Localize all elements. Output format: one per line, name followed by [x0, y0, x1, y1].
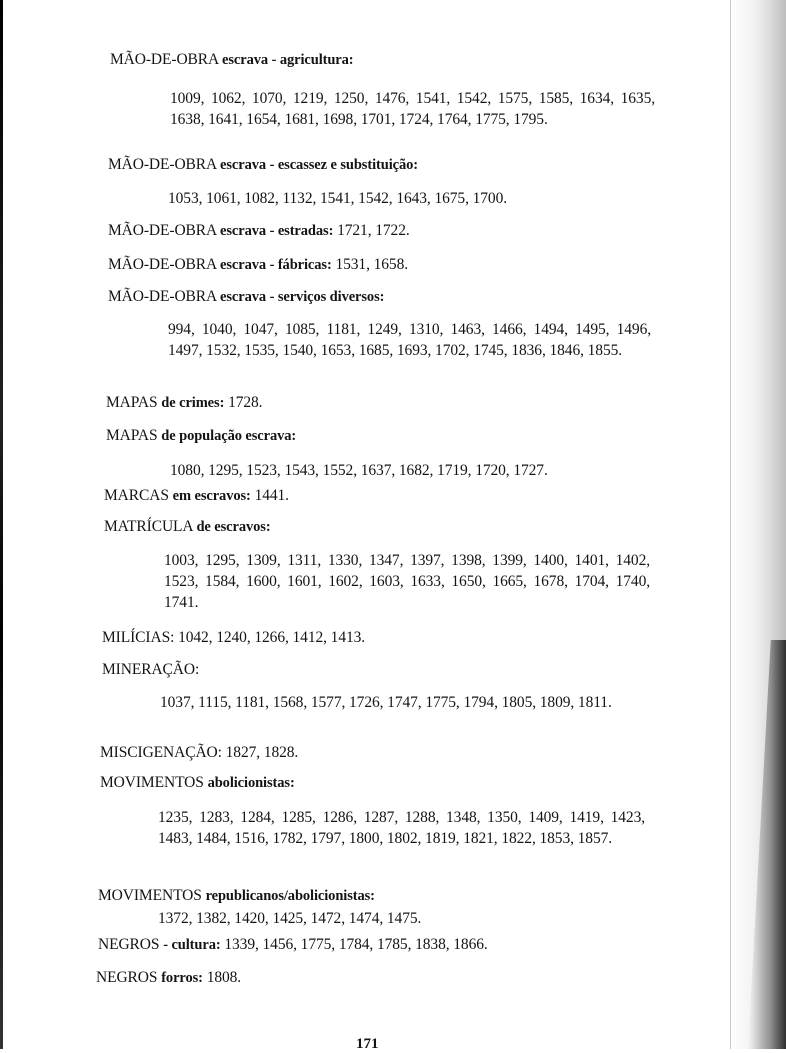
entry-heading: [98, 934, 488, 956]
entry-key: MÃO-DE-OBRA: [108, 256, 217, 273]
scan-left-edge: [0, 0, 3, 1049]
entry-heading: [108, 220, 410, 242]
entry-references: 1037, 1115, 1181, 1568, 1577, 1726, 1747, 1775, 1794, 1805, 1809, 1811.: [160, 694, 612, 711]
page-number: 171: [356, 1036, 379, 1052]
entry-heading: [108, 254, 408, 276]
entry-key: MISCIGENAÇÃO:: [100, 744, 222, 761]
entry-references: 1827, 1828.: [225, 744, 299, 761]
entry-heading: [100, 772, 645, 794]
entry-key: MÃO-DE-OBRA: [110, 51, 219, 68]
entry-label: republicanos/abolicionistas:: [205, 888, 375, 904]
entry-references: 1080, 1295, 1523, 1543, 1552, 1637, 1682, 1719, 1720, 1727.: [170, 462, 548, 479]
index-entry: [108, 154, 653, 209]
entry-label: de população escrava:: [161, 428, 297, 444]
entry-key: MOVIMENTOS: [98, 887, 202, 904]
entry-references: 1372, 1382, 1420, 1425, 1472, 1474, 1475.: [158, 910, 422, 927]
entry-heading: [102, 627, 365, 648]
entry-heading: [102, 659, 648, 680]
entry-key: NEGROS: [98, 936, 160, 953]
entry-references: 1339, 1456, 1775, 1784, 1785, 1838, 1866.: [224, 936, 488, 953]
index-entry: [98, 934, 488, 956]
index-entry: [102, 659, 648, 713]
index-entry: [104, 485, 289, 507]
entry-references: 1808.: [206, 969, 242, 986]
index-entry: [106, 425, 651, 481]
entry-heading: [108, 286, 651, 308]
entry-label: escrava - escassez e substituição:: [220, 157, 418, 173]
gutter-line: [730, 0, 731, 1049]
entry-key: MATRÍCULA: [104, 518, 193, 535]
entry-key: MILÍCIAS:: [102, 629, 175, 646]
entry-heading: [106, 392, 262, 414]
entry-heading: [104, 485, 289, 507]
entry-key: MINERAÇÃO:: [102, 661, 200, 678]
index-entry: [104, 516, 650, 613]
entry-label: em escravos:: [172, 488, 251, 504]
index-entry: [102, 627, 365, 648]
entry-key: MÃO-DE-OBRA: [108, 156, 217, 173]
entry-key: MARCAS: [104, 487, 169, 504]
entry-label: escrava - fábricas:: [220, 257, 332, 273]
entry-references: 994, 1040, 1047, 1085, 1181, 1249, 1310, 1463, 1466, 1494, 1495, 1496, 1497, 1532, 1535, 1540, 1653, 1685, 1693, 1702, 1745, 1836, 1846, 1855.: [168, 321, 651, 359]
entry-references: 1003, 1295, 1309, 1311, 1330, 1347, 1397, 1398, 1399, 1400, 1401, 1402, 1523, 1584, 1600, 1601, 1602, 1603, 1633, 1650, 1665, 1678, 1704, 1740, 1741.: [164, 552, 650, 611]
entry-references: 1042, 1240, 1266, 1412, 1413.: [178, 629, 366, 646]
entry-references: 1728.: [228, 394, 263, 411]
index-entry: [110, 49, 655, 130]
entry-references: 1235, 1283, 1284, 1285, 1286, 1287, 1288, 1348, 1350, 1409, 1419, 1423, 1483, 1484, 1516, 1782, 1797, 1800, 1802, 1819, 1821, 1822, 1853, 1857.: [158, 809, 645, 847]
entry-key: MÃO-DE-OBRA: [108, 288, 217, 305]
entry-key: MÃO-DE-OBRA: [108, 222, 217, 239]
index-entry: [100, 742, 298, 763]
entry-label: escrava - estradas:: [220, 223, 334, 239]
index-entry: [100, 772, 645, 849]
entry-references: 1441.: [254, 487, 289, 504]
entry-key: NEGROS: [96, 969, 158, 986]
entry-heading: [100, 742, 298, 763]
entry-heading: [108, 154, 653, 176]
entry-heading: [98, 885, 658, 907]
entry-references: 1721, 1722.: [337, 222, 410, 239]
entry-label: forros:: [161, 970, 203, 986]
entry-label: de crimes:: [161, 395, 225, 411]
entry-heading: [96, 967, 241, 989]
entry-label: - cultura:: [163, 937, 221, 953]
index-entry: [106, 392, 262, 414]
entry-label: escrava - agricultura:: [222, 52, 354, 68]
index-entry: [108, 286, 651, 361]
entry-key: MAPAS: [106, 394, 158, 411]
index-entry: [96, 967, 241, 989]
index-entry: [108, 220, 410, 242]
index-entry: [108, 254, 408, 276]
entry-label: de escravos:: [196, 519, 271, 535]
entry-references: 1009, 1062, 1070, 1219, 1250, 1476, 1541, 1542, 1575, 1585, 1634, 1635, 1638, 1641, 1654, 1681, 1698, 1701, 1724, 1764, 1775, 1795.: [170, 90, 655, 128]
entry-heading: [110, 49, 655, 71]
entry-key: MOVIMENTOS: [100, 774, 204, 791]
entry-key: MAPAS: [106, 427, 158, 444]
index-entry: [98, 885, 658, 929]
entry-references: 1531, 1658.: [335, 256, 409, 273]
entry-references: 1053, 1061, 1082, 1132, 1541, 1542, 1643, 1675, 1700.: [168, 190, 508, 207]
entry-heading: [104, 516, 650, 538]
entry-heading: [106, 425, 651, 447]
entry-label: escrava - serviços diversos:: [220, 289, 385, 305]
entry-label: abolicionistas:: [207, 775, 295, 791]
